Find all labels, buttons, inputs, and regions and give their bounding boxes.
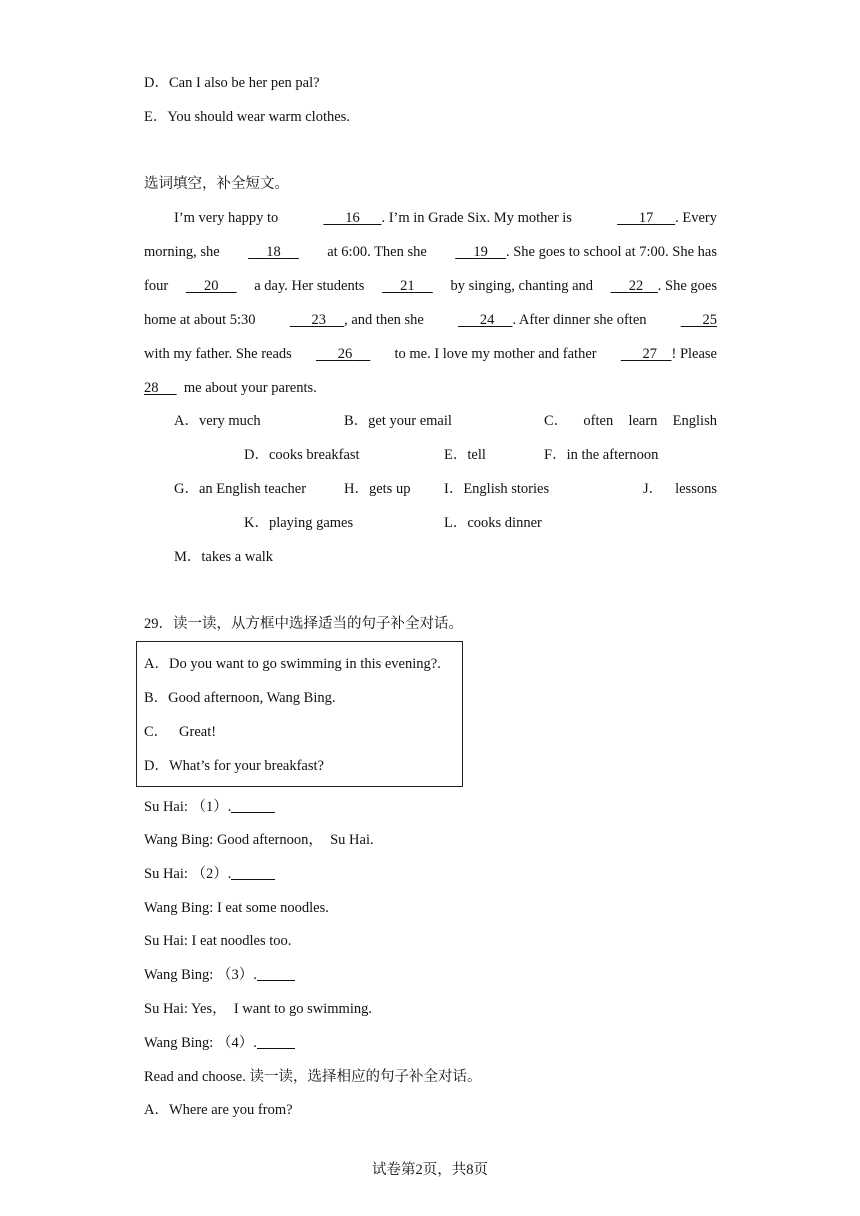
blank-26: 26 [337, 346, 353, 362]
word-option-j: J． lessons [643, 481, 717, 497]
blank-20: 20 [203, 278, 219, 294]
word-option-a: A．very much [174, 413, 261, 429]
passage-text: . Every [675, 210, 717, 226]
word-option-b: B．get your email [344, 413, 452, 429]
passage-text: me about your parents. [183, 380, 317, 396]
passage-text: four [144, 278, 169, 294]
option-d: D．Can I also be her pen pal? [144, 75, 320, 91]
blank-27: 27 [642, 346, 657, 362]
page-footer: 试卷第2页，共8页 [372, 1162, 488, 1178]
passage-text: with my father. She reads [144, 346, 292, 362]
dialog-line-1: Su Hai: （1）. [144, 798, 275, 816]
blank-16: 16 [345, 210, 360, 226]
word-option-k: K．playing games [244, 515, 354, 531]
blank-19: 19 [473, 244, 488, 260]
read-choose-option-a: A．Where are you from? [144, 1102, 293, 1118]
word-option-i: I．English stories [444, 481, 550, 497]
passage-text: at 6:00. Then she [327, 244, 427, 260]
cloze-instruction: 选词填空，补全短文。 [144, 176, 289, 192]
answer-blank-2[interactable] [231, 865, 275, 880]
answer-blank-1[interactable] [231, 798, 275, 813]
option-e: E．You should wear warm clothes. [144, 109, 350, 125]
blank-21: 21 [400, 278, 415, 294]
passage-line-2 [144, 243, 717, 261]
dialog-line-8: Wang Bing: （4）. [144, 1034, 295, 1052]
passage-line-6 [144, 379, 317, 397]
dialog-line-4: Wang Bing: I eat some noodles. [144, 900, 329, 916]
passage-text: home at about 5:30 [144, 312, 256, 328]
blank-28: 28 [144, 380, 159, 396]
word-option-h: H．gets up [344, 481, 411, 497]
box-option-b: B．Good afternoon, Wang Bing. [144, 690, 336, 706]
passage-text: , and then she [344, 312, 424, 328]
dialog-line-7: Su Hai: Yes， I want to go swimming. [144, 1001, 372, 1017]
question-29-title: 29．读一读，从方框中选择适当的句子补全对话。 [144, 616, 463, 632]
blank-25: 25 [702, 312, 717, 328]
word-option-m: M．takes a walk [174, 549, 274, 565]
passage-line-1 [174, 209, 717, 227]
box-option-d: D．What’s for your breakfast? [144, 758, 324, 774]
word-option-c: C． often learn English [544, 413, 717, 429]
passage-text: to me. I love my mother and father [394, 346, 597, 362]
box-option-c: C． Great! [144, 724, 217, 740]
passage-text: . I’m in Grade Six. My mother is [381, 210, 572, 226]
passage-text: a day. Her students [254, 278, 365, 294]
dialog-line-3: Su Hai: （2）. [144, 865, 275, 883]
word-option-e: E．tell [444, 447, 486, 463]
passage-text: . She goes to school at 7:00. She has [505, 244, 717, 260]
blank-24: 24 [479, 312, 495, 328]
blank-18: 18 [266, 244, 281, 260]
passage-text: I’m very happy to [174, 210, 279, 226]
answer-blank-4[interactable] [257, 1034, 295, 1049]
passage-line-4 [144, 311, 717, 329]
passage-text: morning, she [144, 244, 220, 260]
dialog-line-2: Wang Bing: Good afternoon， Su Hai. [144, 832, 374, 848]
passage-text: ! Please [671, 346, 717, 362]
dialog-line-6: Wang Bing: （3）. [144, 966, 295, 984]
answer-blank-3[interactable] [257, 966, 295, 981]
passage-text: . She goes [657, 278, 717, 294]
read-choose-title: Read and choose. 读一读，选择相应的句子补全对话。 [144, 1069, 482, 1085]
word-option-f: F．in the afternoon [544, 447, 659, 463]
passage-text: by singing, chanting and [450, 278, 594, 294]
word-option-d: D．cooks breakfast [244, 447, 360, 463]
box-option-a: A．Do you want to go swimming in this evening?. [144, 656, 441, 672]
blank-22: 22 [628, 278, 644, 294]
passage-line-3 [144, 277, 717, 295]
blank-23: 23 [311, 312, 326, 328]
dialog-line-5: Su Hai: I eat noodles too. [144, 933, 292, 949]
word-option-g: G．an English teacher [174, 481, 307, 497]
word-option-l: L．cooks dinner [444, 515, 542, 531]
blank-17: 17 [638, 210, 654, 226]
passage-text: . After dinner she often [512, 312, 647, 328]
passage-line-5 [144, 345, 717, 363]
